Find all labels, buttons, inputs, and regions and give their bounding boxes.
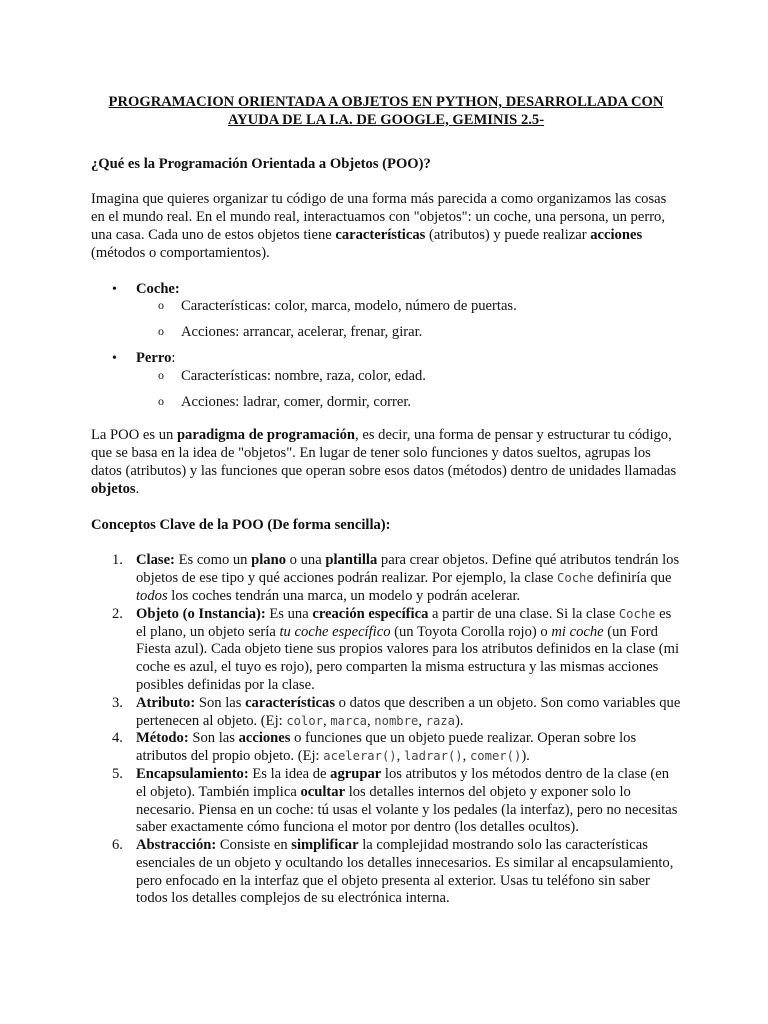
document-title bbox=[91, 94, 681, 130]
concept-abstraccion: 6. Abstracción: Consiste en simplificar la complejidad mostrando solo las características esenciales de un objeto y ocultando los detalles innecesarios. Es similar al encapsulamiento, pero enfocado en la interfaz que el objeto presenta al exterior. Usas tu teléfono sin saber todos los detalles complejos de su electrónica interna. bbox=[112, 837, 674, 907]
title-line-2: AYUDA DE LA I.A. DE GOOGLE, GEMINIS 2.5- bbox=[227, 111, 545, 128]
list-item: o Características: nombre, raza, color, edad. bbox=[136, 368, 681, 386]
concepts-heading: Conceptos Clave de la POO (De forma sencilla): bbox=[91, 516, 391, 533]
concepts-list bbox=[91, 552, 681, 908]
examples-list bbox=[91, 281, 681, 412]
concept-clase: 1. Clase: Es como un plano o una plantilla para crear objetos. Define qué atributos tendrán los objetos de ese tipo y qué acciones podrán realizar. Por ejemplo, la clase Coche definiría que todos los coches tendrán una marca, un modelo y podrán acelerar. bbox=[112, 552, 680, 604]
example-name: Coche: bbox=[136, 280, 180, 297]
poo-question-heading: ¿Qué es la Programación Orientada a Objetos (POO)? bbox=[91, 155, 431, 172]
example-details bbox=[136, 298, 681, 342]
title-line-1: PROGRAMACION ORIENTADA A OBJETOS EN PYTHON, DESARROLLADA CON bbox=[108, 94, 664, 110]
list-item: o Acciones: ladrar, comer, dormir, correr. bbox=[136, 394, 681, 412]
concept-atributo: 3. Atributo: Son las características o datos que describen a un objeto. Son como variables que pertenecen al objeto. (Ej: color, marca, nombre, raza). bbox=[112, 694, 681, 729]
list-item: o Acciones: arrancar, acelerar, frenar, girar. bbox=[136, 324, 681, 342]
list-item: • Perro: o Características: nombre, raza, color, edad. o Acciones: ladrar, comer, dormir, correr. bbox=[91, 350, 681, 411]
example-details bbox=[136, 368, 681, 412]
list-item bbox=[91, 281, 681, 342]
concept-encapsulamiento: 5. Encapsulamiento: Es la idea de agrupar los atributos y los métodos dentro de la clase (en el objeto). También implica ocultar los detalles internos del objeto y exponer solo lo necesario. Piensa en un coche: tú usas el volante y los pedales (la interfaz), pero no necesitas saber exactamente cómo funciona el motor por dentro (los detalles ocultos). bbox=[112, 765, 678, 836]
intro-paragraph: Imagina que quieres organizar tu código de una forma más parecida a como organizamos las cosas en el mundo real. En el mundo real, interactuamos con "objetos": un coche, una persona, un perro, una casa. Cada uno de estos objetos tiene características (atributos) y puede realizar acciones (métodos o comportamientos). bbox=[91, 191, 667, 261]
concept-metodo: 4. Método: Son las acciones o funciones que un objeto puede realizar. Operan sobre los atributos del propio objeto. (Ej: acelerar(), ladrar(), comer()). bbox=[112, 730, 637, 765]
paradigm-paragraph: La POO es un paradigma de programación, es decir, una forma de pensar y estructurar tu código, que se basa en la idea de "objetos". En lugar de tener solo funciones y datos sueltos, agrupas los datos (atributos) y las funciones que operan sobre esos datos (métodos) dentro de unidades llamadas objetos. bbox=[91, 427, 677, 497]
example-name: Perro bbox=[136, 349, 172, 366]
list-item: o Características: color, marca, modelo, número de puertas. bbox=[136, 298, 681, 316]
document-page bbox=[91, 94, 681, 908]
concept-objeto: 2. Objeto (o Instancia): Es una creación específica a partir de una clase. Si la clase Coche es el plano, un objeto sería tu coche específico (un Toyota Corolla rojo) o mi coche (un Ford Fiesta azul). Cada objeto tiene sus propios valores para los atributos definidos en la clase (mi coche es azul, el tuyo es rojo), pero comparten la misma estructura y las mismas acciones posibles definidas por la clase. bbox=[112, 605, 680, 693]
